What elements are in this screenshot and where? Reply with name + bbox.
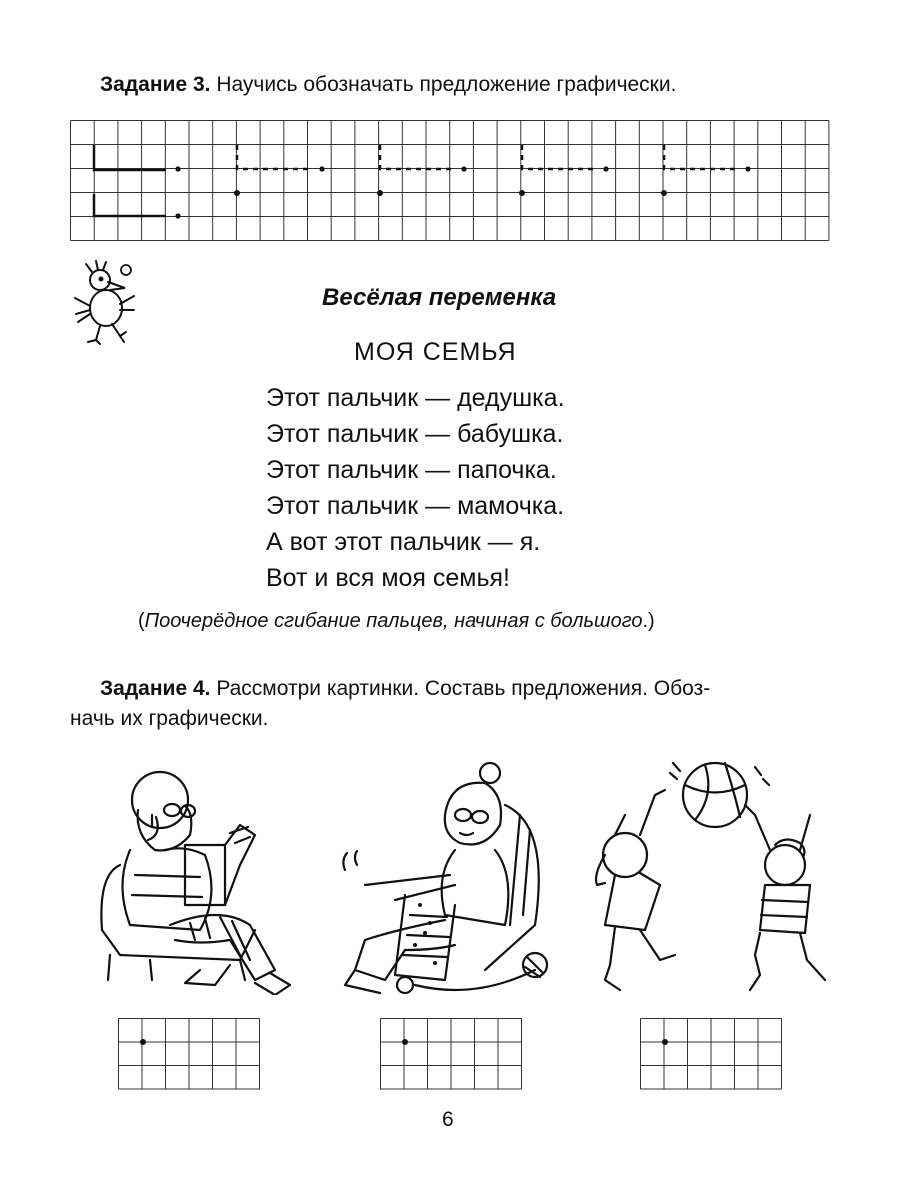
poem-note-text: Поочерёдное сгибание пальцев, начиная с большого — [144, 610, 643, 632]
poem-title: МОЯ СЕМЬЯ — [354, 338, 517, 366]
poem — [266, 380, 565, 596]
grandmother-knitting-icon — [335, 755, 565, 1000]
poem-line: Этот пальчик — мамочка. — [266, 492, 565, 520]
bird-icon — [70, 258, 140, 346]
task3-instruction: Научись обозначать предложение графически. — [216, 73, 677, 96]
task4-line1 — [100, 674, 710, 704]
children-playing-ball-icon — [585, 755, 835, 1005]
task4-label: Задание 4. — [100, 677, 211, 700]
task3-label: Задание 3. — [100, 73, 211, 96]
task3-grid — [70, 120, 830, 242]
sentence-scheme-dotted — [237, 145, 738, 169]
poem-line: А вот этот пальчик — я. — [266, 528, 541, 556]
sentence-scheme-sample — [94, 145, 166, 216]
poem-line: Этот пальчик — бабушка. — [266, 420, 564, 448]
page-number: 6 — [442, 1108, 454, 1131]
task4-instruction-line2: начь их графически. — [70, 707, 269, 730]
grandfather-reading-icon — [90, 755, 300, 995]
poem-line: Этот пальчик — папочка. — [266, 456, 557, 484]
task3-text — [100, 70, 676, 100]
poem-line: Вот и вся моя семья! — [266, 564, 510, 592]
poem-note: (Поочерёдное сгибание пальцев, начиная с большого.) — [138, 610, 655, 632]
poem-line: Этот пальчик — дедушка. — [266, 384, 565, 412]
answer-grid-1[interactable] — [118, 1018, 260, 1090]
break-heading: Весёлая переменка — [322, 284, 557, 311]
task4-instruction-line1: Рассмотри картинки. Составь предложения. Обоз- — [216, 677, 711, 700]
answer-grid-3[interactable] — [640, 1018, 782, 1090]
answer-grid-2[interactable] — [380, 1018, 522, 1090]
